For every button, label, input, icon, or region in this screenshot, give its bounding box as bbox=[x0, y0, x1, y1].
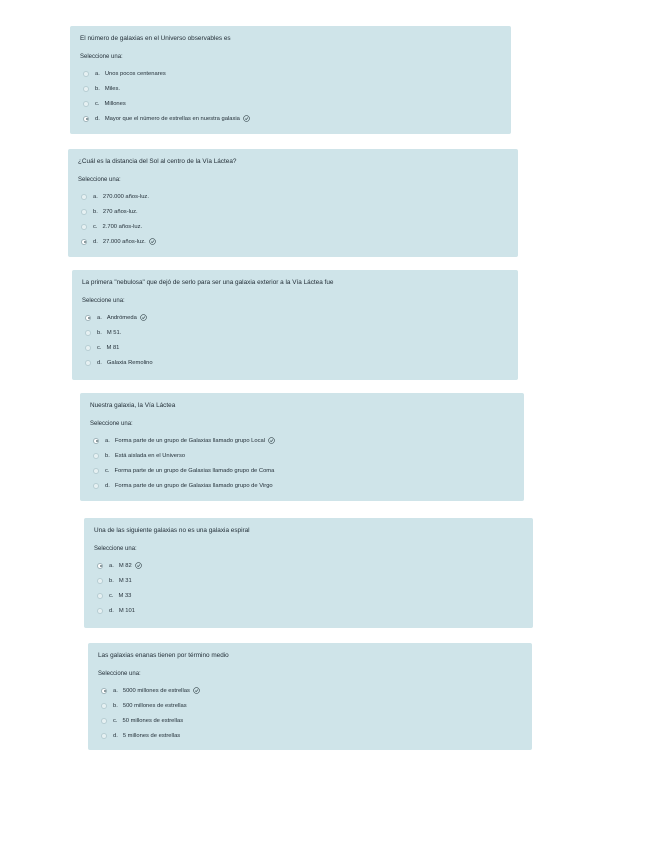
answer-text: 5 millones de estrellas bbox=[122, 732, 181, 739]
radio-button-icon[interactable] bbox=[97, 578, 103, 584]
answer-text: Forma parte de un grupo de Galaxias llamado grupo de Coma bbox=[114, 467, 275, 474]
answer-letter: a. bbox=[95, 70, 100, 77]
select-one-prompt: Seleccione una: bbox=[98, 671, 141, 677]
radio-button-icon[interactable] bbox=[93, 483, 99, 489]
answer-option[interactable] bbox=[98, 728, 522, 743]
answer-text: M 82 bbox=[118, 562, 132, 569]
question-text: Nuestra galaxia, la Vía Láctea bbox=[90, 402, 176, 409]
answer-option[interactable] bbox=[90, 448, 514, 463]
answer-letter: c. bbox=[105, 467, 110, 474]
select-one-prompt: Seleccione una: bbox=[82, 298, 125, 304]
answer-letter: b. bbox=[113, 702, 118, 709]
answer-option[interactable] bbox=[82, 310, 508, 325]
check-circle-icon bbox=[268, 437, 275, 444]
answer-option[interactable] bbox=[90, 478, 514, 493]
radio-button-icon[interactable] bbox=[81, 209, 87, 215]
answer-list bbox=[78, 189, 508, 249]
select-one-prompt: Seleccione una: bbox=[94, 546, 137, 552]
answer-letter: d. bbox=[113, 732, 118, 739]
answer-text: 270 años-luz. bbox=[102, 208, 138, 215]
radio-button-icon[interactable] bbox=[81, 239, 87, 245]
radio-button-icon[interactable] bbox=[97, 593, 103, 599]
answer-letter: c. bbox=[95, 100, 100, 107]
answer-list bbox=[94, 558, 523, 618]
radio-button-icon[interactable] bbox=[85, 360, 91, 366]
answer-letter: a. bbox=[109, 562, 114, 569]
radio-button-icon[interactable] bbox=[101, 703, 107, 709]
question-card bbox=[68, 149, 518, 257]
answer-option[interactable] bbox=[94, 588, 523, 603]
radio-button-icon[interactable] bbox=[101, 718, 107, 724]
question-card bbox=[84, 518, 533, 628]
check-circle-icon bbox=[243, 115, 250, 122]
answer-letter: d. bbox=[105, 482, 110, 489]
answer-option[interactable] bbox=[80, 81, 501, 96]
radio-button-icon[interactable] bbox=[93, 438, 99, 444]
question-text: Las galaxias enanas tienen por término medio bbox=[98, 652, 229, 659]
check-circle-icon bbox=[149, 238, 156, 245]
answer-option[interactable] bbox=[90, 463, 514, 478]
radio-button-icon[interactable] bbox=[83, 116, 89, 122]
radio-button-icon[interactable] bbox=[83, 101, 89, 107]
check-circle-icon bbox=[135, 562, 142, 569]
answer-letter: d. bbox=[95, 115, 100, 122]
answer-text: 50 millones de estrellas bbox=[122, 717, 184, 724]
answer-letter: c. bbox=[109, 592, 114, 599]
answer-text: Forma parte de un grupo de Galaxias llamado grupo de Virgo bbox=[114, 482, 273, 489]
answer-text: Está aislada en el Universo bbox=[114, 452, 186, 459]
answer-option[interactable] bbox=[80, 66, 501, 81]
answer-option[interactable] bbox=[78, 219, 508, 234]
answer-option[interactable] bbox=[94, 573, 523, 588]
answer-list bbox=[98, 683, 522, 743]
answer-text: Millones bbox=[104, 100, 126, 107]
radio-button-icon[interactable] bbox=[81, 194, 87, 200]
question-card bbox=[72, 270, 518, 380]
answer-list bbox=[90, 433, 514, 493]
answer-letter: a. bbox=[113, 687, 118, 694]
select-one-prompt: Seleccione una: bbox=[80, 54, 123, 60]
answer-text: M 51. bbox=[106, 329, 122, 336]
answer-option[interactable] bbox=[78, 234, 508, 249]
answer-list bbox=[82, 310, 508, 370]
question-card bbox=[80, 393, 524, 501]
answer-letter: d. bbox=[93, 238, 98, 245]
answer-letter: b. bbox=[95, 85, 100, 92]
answer-letter: c. bbox=[97, 344, 102, 351]
answer-text: Andrómeda bbox=[106, 314, 137, 321]
answer-letter: b. bbox=[109, 577, 114, 584]
answer-letter: c. bbox=[93, 223, 98, 230]
select-one-prompt: Seleccione una: bbox=[90, 421, 133, 427]
answer-option[interactable] bbox=[94, 603, 523, 618]
answer-letter: c. bbox=[113, 717, 118, 724]
answer-text: M 33 bbox=[118, 592, 132, 599]
answer-list bbox=[80, 66, 501, 126]
answer-text: M 81 bbox=[106, 344, 120, 351]
answer-option[interactable] bbox=[90, 433, 514, 448]
answer-letter: a. bbox=[105, 437, 110, 444]
radio-button-icon[interactable] bbox=[85, 345, 91, 351]
answer-option[interactable] bbox=[98, 713, 522, 728]
question-text: La primera "nebulosa" que dejó de serlo para ser una galaxia exterior a la Vía Láctea fue bbox=[82, 279, 334, 286]
answer-letter: a. bbox=[97, 314, 102, 321]
answer-option[interactable] bbox=[78, 189, 508, 204]
answer-option[interactable] bbox=[82, 340, 508, 355]
answer-text: Galaxia Remolino bbox=[106, 359, 153, 366]
question-card bbox=[88, 643, 532, 750]
answer-text: 2.700 años-luz. bbox=[102, 223, 143, 230]
answer-option[interactable] bbox=[82, 325, 508, 340]
radio-button-icon[interactable] bbox=[81, 224, 87, 230]
radio-button-icon[interactable] bbox=[97, 563, 103, 569]
check-circle-icon bbox=[140, 314, 147, 321]
answer-text: M 101 bbox=[118, 607, 135, 614]
answer-letter: a. bbox=[93, 193, 98, 200]
answer-option[interactable] bbox=[80, 111, 501, 126]
question-card bbox=[70, 26, 511, 134]
answer-text: 500 millones de estrellas bbox=[122, 702, 187, 709]
question-text: ¿Cuál es la distancia del Sol al centro de la Vía Láctea? bbox=[78, 158, 237, 165]
answer-letter: b. bbox=[93, 208, 98, 215]
answer-text: 270.000 años-luz. bbox=[102, 193, 149, 200]
radio-button-icon[interactable] bbox=[83, 71, 89, 77]
radio-button-icon[interactable] bbox=[85, 330, 91, 336]
check-circle-icon bbox=[193, 687, 200, 694]
answer-option[interactable] bbox=[78, 204, 508, 219]
answer-text: Mayor que el número de estrellas en nuestra galaxia bbox=[104, 115, 240, 122]
radio-button-icon[interactable] bbox=[93, 453, 99, 459]
radio-button-icon[interactable] bbox=[93, 468, 99, 474]
answer-letter: b. bbox=[97, 329, 102, 336]
answer-option[interactable] bbox=[80, 96, 501, 111]
answer-text: 5000 millones de estrellas bbox=[122, 687, 190, 694]
answer-text: M 31 bbox=[118, 577, 132, 584]
radio-button-icon[interactable] bbox=[97, 608, 103, 614]
select-one-prompt: Seleccione una: bbox=[78, 177, 121, 183]
answer-option[interactable] bbox=[94, 558, 523, 573]
radio-button-icon[interactable] bbox=[83, 86, 89, 92]
answer-option[interactable] bbox=[98, 683, 522, 698]
answer-letter: d. bbox=[109, 607, 114, 614]
answer-option[interactable] bbox=[82, 355, 508, 370]
answer-text: 27.000 años-luz. bbox=[102, 238, 146, 245]
question-text: Una de las siguiente galaxias no es una galaxia espiral bbox=[94, 527, 250, 534]
radio-button-icon[interactable] bbox=[85, 315, 91, 321]
radio-button-icon[interactable] bbox=[101, 688, 107, 694]
answer-text: Unos pocos centenares bbox=[104, 70, 166, 77]
answer-letter: b. bbox=[105, 452, 110, 459]
answer-text: Forma parte de un grupo de Galaxias llamado grupo Local bbox=[114, 437, 266, 444]
answer-text: Miles. bbox=[104, 85, 120, 92]
question-text: El número de galaxias en el Universo observables es bbox=[80, 35, 231, 42]
answer-letter: d. bbox=[97, 359, 102, 366]
radio-button-icon[interactable] bbox=[101, 733, 107, 739]
answer-option[interactable] bbox=[98, 698, 522, 713]
